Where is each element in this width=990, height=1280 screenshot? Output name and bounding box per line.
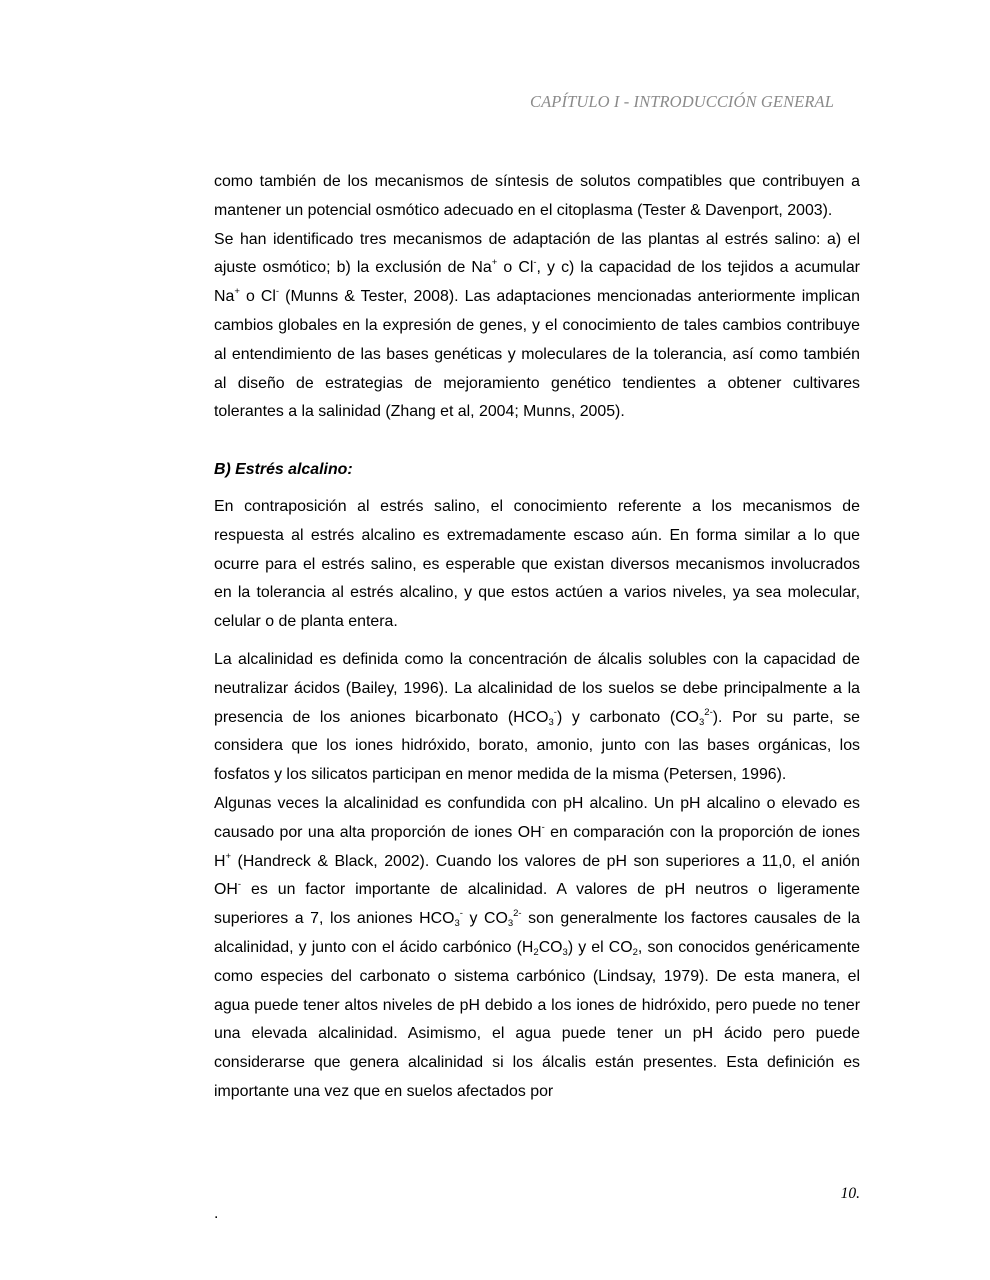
paragraph-alkalinity-vs-ph: Algunas veces la alcalinidad es confundida con pH alcalino. Un pH alcalino o elevado es causado por una alta proporción de iones OH- en comparación con la proporción de iones H+ (Handreck & Black, 2002). Cuando los valores de pH son superiores a 11,0, el anión OH- es un factor importante de alcalinidad. A valores de pH neutros o ligeramente superiores a 7, los aniones $HCO_3^-$ y $CO_3^{2-}$ son generalmente los factores causales de la alcalinidad, y junto con el ácido carbónico $(H_2CO_3)$ y el $CO_2$, son conocidos genéricamente como especies del carbonato o sistema carbónico (Lindsay, 1979). De esta manera, el agua puede tener altos niveles de pH debido a los iones de hidróxido, pero puede no tener una elevada alcalinidad. Asimismo, el agua puede tener un pH ácido pero puede considerarse que genera alcalinidad si los álcalis están presentes. Esta definición es importante una vez que en suelos afectados por	[214, 794, 861, 1100]
paragraph-alkalinity-definition: La alcalinidad es definida como la concentración de álcalis solubles con la capacidad de neutralizar ácidos (Bailey, 1996). La alcalinidad de los suelos se debe principalmente a la presencia de los aniones bicarbonato $(HCO_3^-)$ y carbonato $(CO_3^{2-})$. Por su parte, se considera que los iones hidróxido, borato, amonio, junto con las bases orgánicas, los fosfatos y los silicatos participan en menor medida de la misma (Petersen, 1996).	[214, 650, 860, 784]
paragraph-osmotic-solutes: como también de los mecanismos de síntesis de solutos compatibles que contribuyen a mantener un potencial osmótico adecuado en el citoplasma (Tester & Davenport, 2003).	[214, 173, 860, 219]
paragraph-adaptation-mechanisms: Se han identificado tres mecanismos de adaptación de las plantas al estrés salino: a) el ajuste osmótico; b) la exclusión de Na+ o Cl-, y c) la capacidad de los tejidos a acumular Na+ o Cl- (Munns & Tester, 2008). Las adaptaciones mencionadas anteriormente implican cambios globales en la expresión de genes, y el conocimiento de tales cambios contribuye al entendimiento de las bases genéticas y moleculares de la tolerancia, así como también al diseño de estrategias de mejoramiento genético tendientes a obtener cultivares tolerantes a la salinidad (Zhang et al, 2004; Munns, 2005).	[214, 230, 860, 421]
stray-mark: .	[214, 1205, 219, 1222]
section-heading-alkaline-stress: B) Estrés alcalino:	[214, 461, 353, 479]
running-header: CAPÍTULO I - INTRODUCCIÓN GENERAL	[530, 92, 834, 111]
paragraph-alkaline-intro: En contraposición al estrés salino, el conocimiento referente a los mecanismos de respuesta al estrés alcalino es extremadamente escaso aún. En forma similar a lo que ocurre para el estrés salino, es esperable que existan diversos mecanismos involucrados en la tolerancia al estrés alcalino, y que estos actúen a varios niveles, ya sea molecular, celular o de planta entera.	[214, 497, 860, 631]
page-number: 10.	[840, 1185, 860, 1202]
page-body	[214, 168, 860, 1107]
